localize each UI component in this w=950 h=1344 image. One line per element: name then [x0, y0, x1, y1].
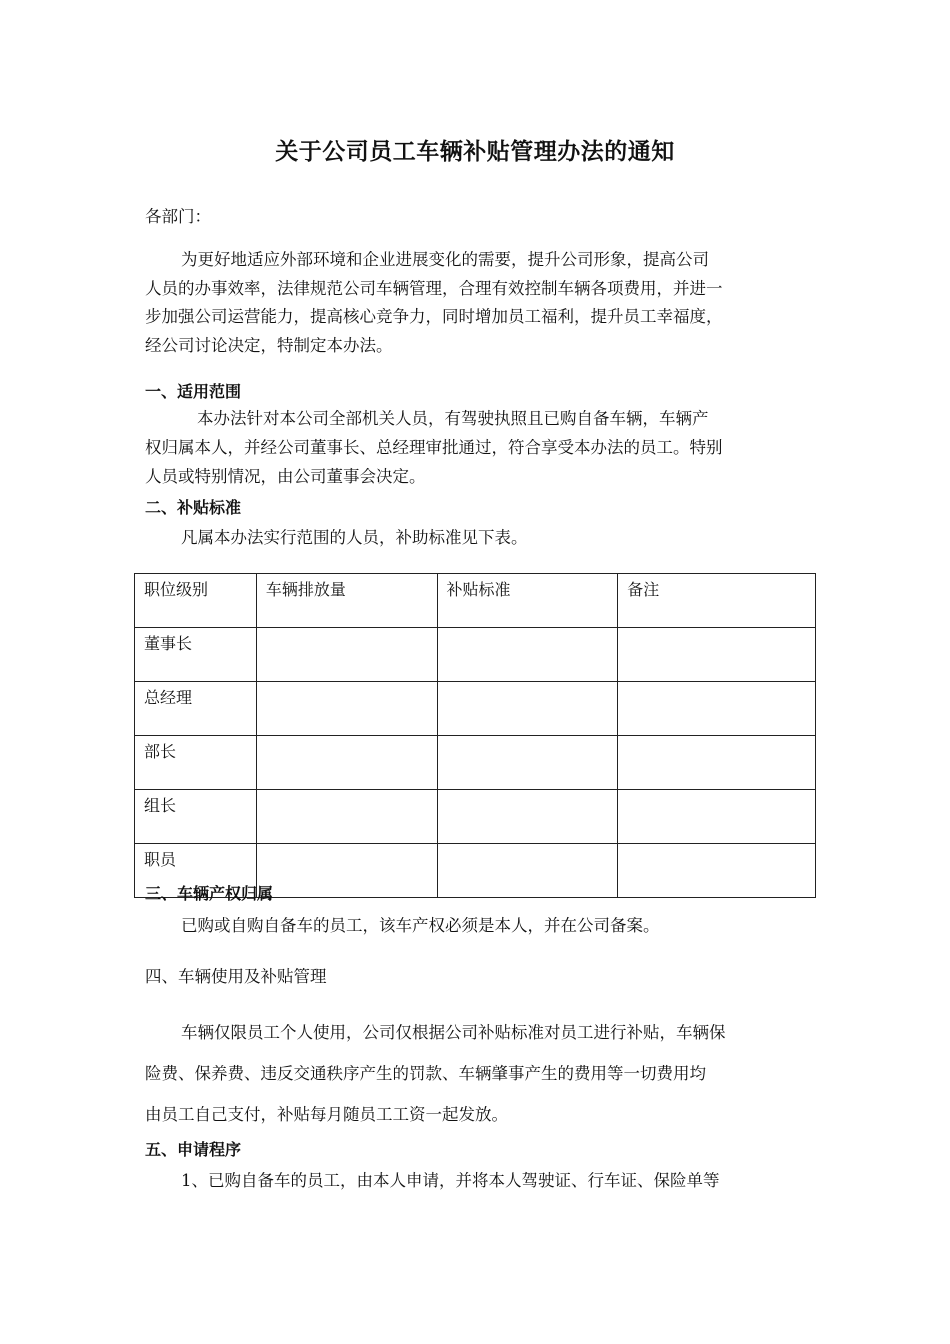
intro-line: 人员的办事效率，法律规范公司车辆管理，合理有效控制车辆各项费用，并进一 — [145, 278, 723, 298]
section-heading-ownership: 三、车辆产权归属 — [145, 884, 274, 903]
intro-line: 经公司讨论决定，特制定本办法。 — [145, 335, 393, 355]
intro-paragraph — [145, 246, 807, 360]
standard-line: 凡属本办法实行范围的人员，补助标准见下表。 — [181, 528, 528, 547]
table-cell — [437, 790, 618, 844]
table-cell — [437, 682, 618, 736]
usage-line: 险费、保养费、违反交通秩序产生的罚款、车辆肇事产生的费用等一切费用均 — [145, 1064, 706, 1083]
scope-line: 人员或特别情况，由公司董事会决定。 — [145, 467, 426, 486]
table-cell — [437, 628, 618, 682]
section-heading-application: 五、申请程序 — [145, 1140, 242, 1159]
table-cell: 总经理 — [135, 682, 257, 736]
table-row — [135, 736, 816, 790]
usage-line: 由员工自己支付，补贴每月随员工工资一起发放。 — [145, 1105, 508, 1124]
application-line: 1、已购自备车的员工，由本人申请，并将本人驾驶证、行车证、保险单等 — [181, 1171, 720, 1190]
table-cell — [618, 628, 816, 682]
table-row — [135, 790, 816, 844]
table-header-cell: 备注 — [618, 574, 816, 628]
salutation: 各部门： — [145, 207, 211, 226]
ownership-line: 已购或自购自备车的员工，该车产权必须是本人，并在公司备案。 — [181, 916, 660, 935]
table-cell — [256, 628, 437, 682]
table-header-cell: 职位级别 — [135, 574, 257, 628]
table-cell: 部长 — [135, 736, 257, 790]
table-row — [135, 682, 816, 736]
document-title: 关于公司员工车辆补贴管理办法的通知 — [275, 139, 675, 165]
intro-line: 步加强公司运营能力，提高核心竞争力，同时增加员工福利，提升员工幸福度， — [145, 307, 723, 326]
table-cell: 组长 — [135, 790, 257, 844]
section-heading-scope: 一、适用范围 — [145, 382, 242, 401]
table-cell — [618, 790, 816, 844]
table-header-cell: 补贴标准 — [437, 574, 618, 628]
table-cell — [618, 736, 816, 790]
section-heading-usage: 四、车辆使用及补贴管理 — [145, 967, 327, 986]
table-cell — [256, 736, 437, 790]
table-header-row — [135, 574, 816, 628]
table-cell: 职员 — [135, 844, 257, 898]
table-cell: 董事长 — [135, 628, 257, 682]
table-cell — [618, 682, 816, 736]
scope-line: 权归属本人，并经公司董事长、总经理审批通过，符合享受本办法的员工。特别 — [145, 438, 723, 457]
usage-line: 车辆仅限员工个人使用，公司仅根据公司补贴标准对员工进行补贴，车辆保 — [181, 1023, 726, 1042]
table-header-cell: 车辆排放量 — [256, 574, 437, 628]
section-heading-standard: 二、补贴标准 — [145, 498, 242, 517]
table-cell — [437, 736, 618, 790]
subsidy-table — [134, 573, 816, 898]
intro-line: 为更好地适应外部环境和企业进展变化的需要，提升公司形象，提高公司 — [181, 250, 709, 269]
scope-line: 本办法针对本公司全部机关人员，有驾驶执照且已购自备车辆，车辆产 — [197, 409, 709, 428]
table-cell — [256, 682, 437, 736]
scope-paragraph — [145, 404, 807, 491]
table-row — [135, 628, 816, 682]
table-cell — [256, 790, 437, 844]
usage-paragraph — [145, 1012, 807, 1135]
